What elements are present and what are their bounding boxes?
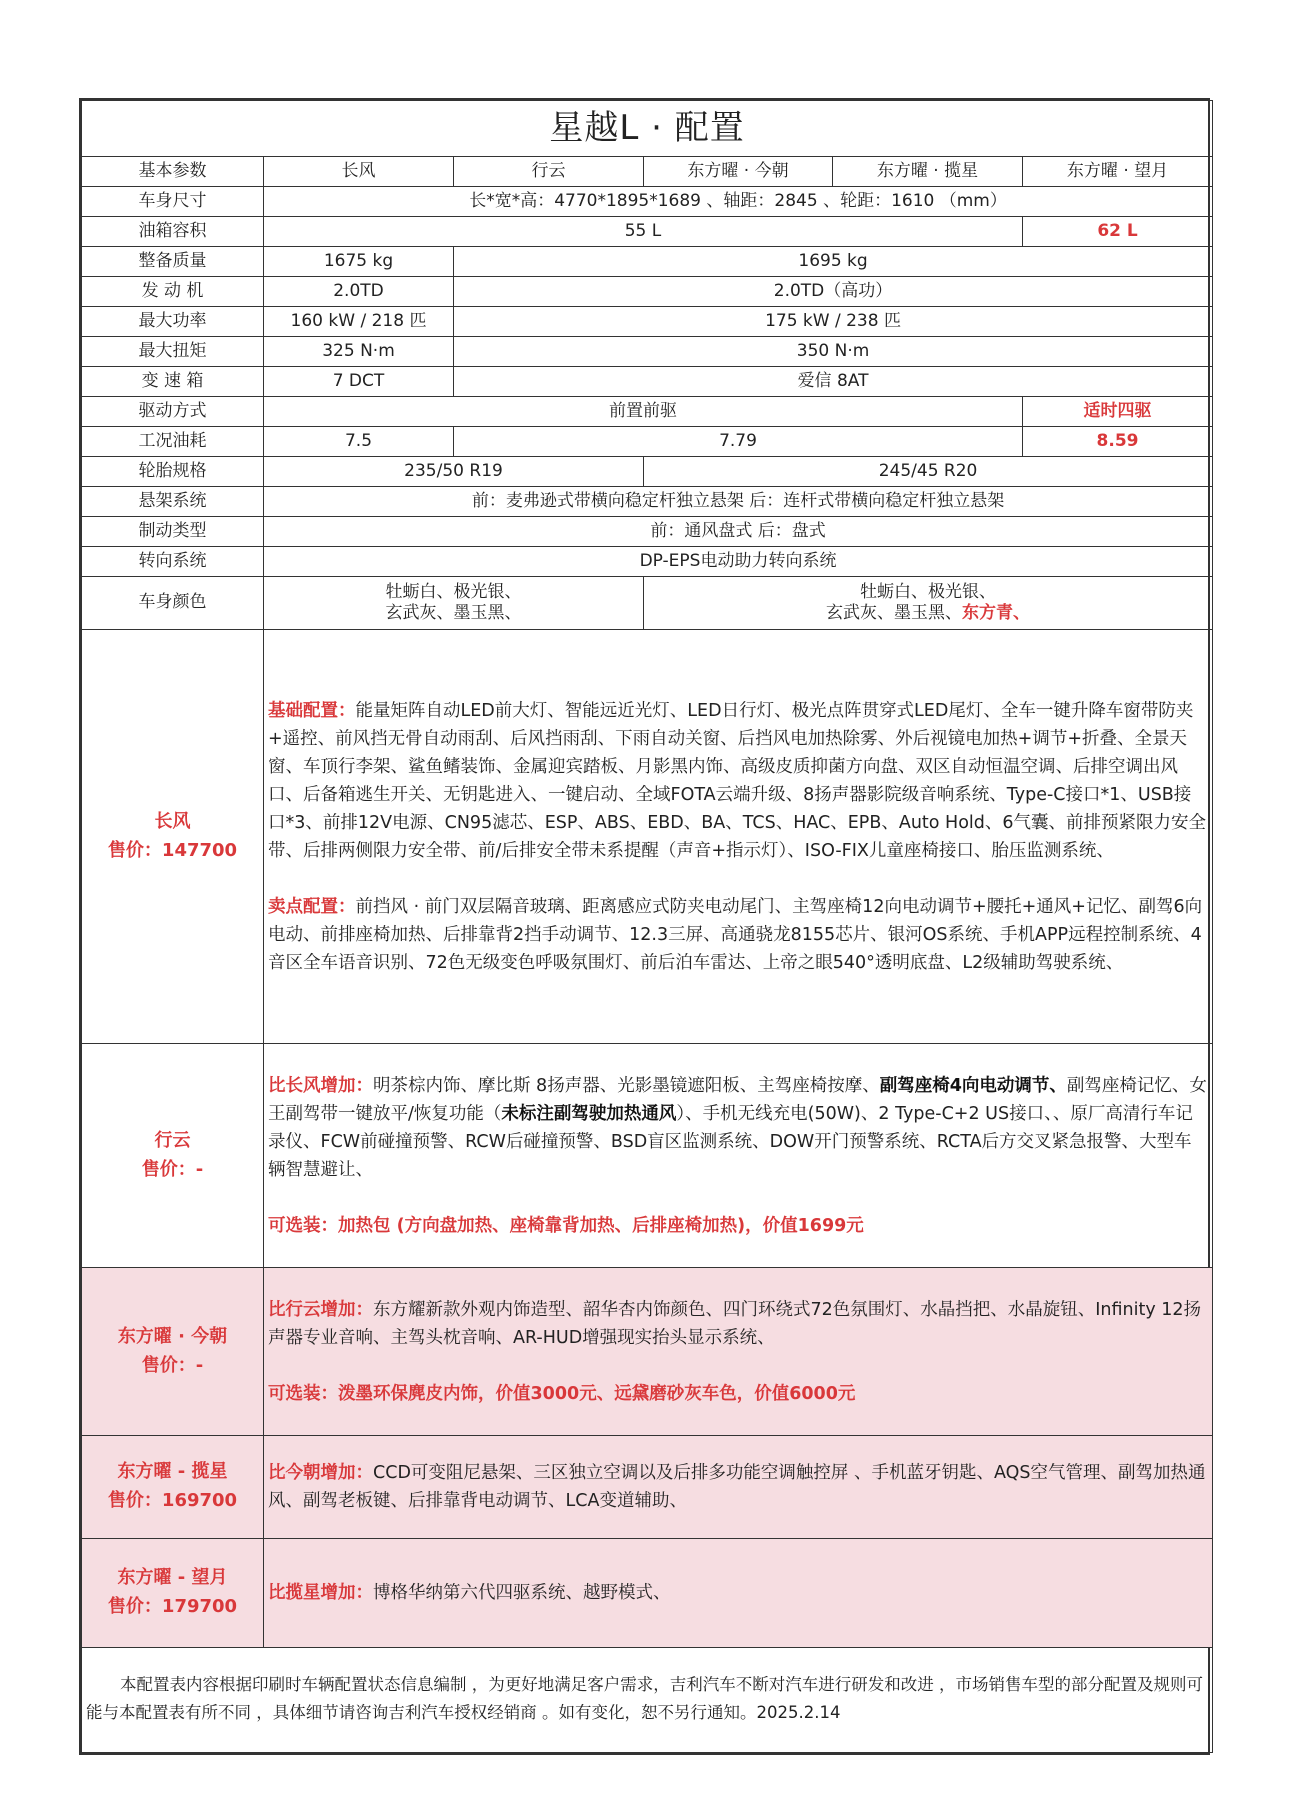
spec-row-max-power	[82, 307, 1213, 337]
header-label: 基本参数	[82, 157, 264, 187]
base-config-label: 基础配置：	[268, 700, 356, 721]
color-line: 玄武灰、墨玉黑、	[385, 603, 522, 623]
trim-price: 售价：147700	[107, 839, 238, 861]
spec-value: DP-EPS电动助力转向系统	[264, 547, 1213, 577]
trim-features	[264, 630, 1213, 1044]
spec-label: 变 速 箱	[82, 367, 264, 397]
trim-header-wangyue: 东方曜 · 望月	[1023, 157, 1213, 187]
added-label: 比长风增加：	[268, 1075, 373, 1096]
trim-header-xingyun: 行云	[454, 157, 644, 187]
spec-value: 前：麦弗逊式带横向稳定杆独立悬架 后：连杆式带横向稳定杆独立悬架	[264, 487, 1213, 517]
color-line: 牡蛎白、极光银、	[860, 581, 997, 602]
spec-value-colors-a	[264, 577, 644, 630]
spec-value-highlight: 适时四驱	[1023, 397, 1213, 427]
spec-value: 160 kW / 218 匹	[264, 307, 454, 337]
added-features	[268, 1072, 1208, 1184]
spec-value: 7.5	[264, 427, 454, 457]
spec-row-steering	[82, 547, 1213, 577]
spec-value: 2.0TD（高功）	[454, 277, 1213, 307]
color-line-text: 玄武灰、墨玉黑、	[826, 603, 963, 623]
trim-price: 售价：179700	[107, 1596, 238, 1617]
spec-row-gearbox	[82, 367, 1213, 397]
added-label: 比揽星增加：	[268, 1583, 373, 1603]
spec-label: 发 动 机	[82, 277, 264, 307]
spec-row-tires	[82, 457, 1213, 487]
spec-value: 爱信 8AT	[454, 367, 1213, 397]
added-features	[268, 1579, 1208, 1607]
footer-row	[82, 1648, 1213, 1753]
spec-label: 制动类型	[82, 517, 264, 547]
trim-features	[264, 1044, 1213, 1268]
trim-label	[82, 1539, 264, 1648]
trim-section-wangyue	[82, 1539, 1213, 1648]
selling-config-label: 卖点配置：	[268, 896, 356, 917]
trim-label	[82, 630, 264, 1044]
spec-row-engine	[82, 277, 1213, 307]
disclaimer	[82, 1648, 1213, 1753]
spec-value: 245/45 R20	[644, 457, 1213, 487]
trim-label	[82, 1268, 264, 1436]
spec-value: 7.79	[454, 427, 1023, 457]
added-bold: 副驾座椅4向电动调节、	[879, 1075, 1067, 1096]
added-text: CCD可变阻尼悬架、三区独立空调以及后排多功能空调触控屏 、手机蓝牙钥匙、AQS空气管理、副驾加热通风、副驾老板键、后排靠背电动调节、LCA变道辅助、	[268, 1463, 1206, 1511]
spec-value: 175 kW / 238 匹	[454, 307, 1213, 337]
trim-label	[82, 1044, 264, 1268]
spec-label: 轮胎规格	[82, 457, 264, 487]
added-text: 明茶棕内饰、摩比斯 8扬声器、光影墨镜遮阳板、主驾座椅按摩、	[373, 1075, 880, 1096]
added-label: 比行云增加：	[268, 1299, 373, 1320]
trim-features	[264, 1268, 1213, 1436]
spec-label: 油箱容积	[82, 217, 264, 247]
trim-name: 东方曜 · 今朝	[117, 1325, 228, 1347]
added-text: 东方耀新款外观内饰造型、韶华杏内饰颜色、四门环绕式72色氛围灯、水晶挡把、水晶旋钮、Infinity 12扬声器专业音响、主驾头枕音响、AR-HUD增强现实抬头显示系统、	[268, 1299, 1202, 1348]
header-row	[82, 157, 1213, 187]
trim-header-jinzhao: 东方曜 · 今朝	[644, 157, 833, 187]
spec-value-highlight: 8.59	[1023, 427, 1213, 457]
added-text: ）、手机无线充电(50W)、2 Type-C+2 US接口、、原厂高清行车记录仪、FCW前碰撞预警、RCW后碰撞预警、BSD盲区监测系统、DOW开门预警系统、RCTA后方交叉紧急报警、大型车辆智慧避让、	[268, 1103, 1193, 1180]
spec-value: 7 DCT	[264, 367, 454, 397]
optional-package: 可选装：泼墨环保麂皮内饰，价值3000元、远黛磨砂灰车色，价值6000元	[268, 1383, 856, 1404]
trim-features	[264, 1436, 1213, 1539]
trim-name: 东方曜 - 揽星	[117, 1461, 228, 1483]
added-features	[268, 1296, 1208, 1352]
spec-row-body-size	[82, 187, 1213, 217]
spec-value: 325 N·m	[264, 337, 454, 367]
spec-value: 350 N·m	[454, 337, 1213, 367]
selling-config	[268, 893, 1208, 977]
spec-row-fuel-tank	[82, 217, 1213, 247]
base-config	[268, 697, 1208, 865]
trim-section-jinzhao	[82, 1268, 1213, 1436]
spec-label: 工况油耗	[82, 427, 264, 457]
added-text: 博格华纳第六代四驱系统、越野模式、	[373, 1583, 671, 1603]
trim-header-lanxing: 东方曜 · 揽星	[833, 157, 1023, 187]
spec-value: 1695 kg	[454, 247, 1213, 277]
color-highlight: 东方青、	[962, 603, 1031, 623]
spec-label: 车身颜色	[82, 577, 264, 630]
trim-features	[264, 1539, 1213, 1648]
trim-header-changfeng: 长风	[264, 157, 454, 187]
spec-value: 55 L	[264, 217, 1023, 247]
trim-name: 行云	[154, 1129, 191, 1151]
trim-price: 售价：-	[141, 1158, 204, 1180]
config-table	[81, 100, 1213, 1753]
disclaimer-text: 本配置表内容根据印刷时车辆配置状态信息编制 ，为更好地满足客户需求，吉利汽车不断对汽车进行研发和改进 ，市场销售车型的部分配置及规则可能与本配置表有所不同 ，具体细节请咨询吉利汽车授权经销商 。如有变化，恕不另行通知。2025.2.14	[86, 1675, 1203, 1722]
spec-row-fuel-consumption	[82, 427, 1213, 457]
trim-section-lanxing	[82, 1436, 1213, 1539]
spec-label: 整备质量	[82, 247, 264, 277]
added-features	[268, 1459, 1208, 1515]
config-sheet	[79, 98, 1210, 1755]
spec-label: 车身尺寸	[82, 187, 264, 217]
spec-row-brakes	[82, 517, 1213, 547]
spec-label: 最大功率	[82, 307, 264, 337]
spec-value: 1675 kg	[264, 247, 454, 277]
spec-value-highlight: 62 L	[1023, 217, 1213, 247]
spec-row-drive	[82, 397, 1213, 427]
spec-label: 转向系统	[82, 547, 264, 577]
spec-label: 最大扭矩	[82, 337, 264, 367]
trim-price: 售价：169700	[107, 1490, 238, 1511]
page-title: 星越L · 配置	[82, 101, 1213, 157]
spec-value: 前置前驱	[264, 397, 1023, 427]
color-line	[644, 603, 1212, 624]
trim-name: 东方曜 - 望月	[117, 1567, 228, 1589]
trim-price: 售价：-	[141, 1354, 204, 1376]
spec-row-max-torque	[82, 337, 1213, 367]
added-label: 比今朝增加：	[268, 1463, 373, 1483]
trim-name: 长风	[154, 810, 191, 832]
spec-value: 前：通风盘式 后：盘式	[264, 517, 1213, 547]
selling-config-text: 前挡风 · 前门双层隔音玻璃、距离感应式防夹电动尾门、主驾座椅12向电动调节+腰托+通风+记忆、副驾6向电动、前排座椅加热、后排靠背2挡手动调节、12.3三屏、高通骁龙8155芯片、银河OS系统、手机APP远程控制系统、4音区全车语音识别、72色无级变色呼吸氛围灯、前后泊车雷达、上帝之眼540°透明底盘、L2级辅助驾驶系统、	[268, 896, 1203, 973]
trim-label	[82, 1436, 264, 1539]
added-text: 副驾座椅记忆、女王副驾带一键放平/恢复功能（	[268, 1075, 1207, 1124]
spec-row-colors	[82, 577, 1213, 630]
spec-row-curb-weight	[82, 247, 1213, 277]
spec-label: 驱动方式	[82, 397, 264, 427]
trim-section-xingyun	[82, 1044, 1213, 1268]
optional-package: 可选装：加热包 (方向盘加热、座椅靠背加热、后排座椅加热)，价值1699元	[268, 1215, 864, 1236]
spec-value-colors-b	[644, 577, 1213, 630]
color-line: 牡蛎白、极光银、	[385, 581, 522, 602]
spec-value: 2.0TD	[264, 277, 454, 307]
base-config-text: 能量矩阵自动LED前大灯、智能远近光灯、LED日行灯、极光点阵贯穿式LED尾灯、全车一键升降车窗带防夹+遥控、前风挡无骨自动雨刮、后风挡雨刮、下雨自动关窗、后挡风电加热除雾、外后视镜电加热+调节+折叠、全景天窗、车顶行李架、鲨鱼鳍装饰、金属迎宾踏板、月影黑内饰、高级皮质抑菌方向盘、双区自动恒温空调、后排空调出风口、后备箱逃生开关、无钥匙进入、一键启动、全域FOTA云端升级、8扬声器影院级音响系统、Type-C接口*1、USB接口*3、前排12V电源、CN95滤芯、ESP、ABS、EBD、BA、TCS、HAC、EPB、Auto Hold、6气囊、前排预紧限力安全带、后排两侧限力安全带、前/后排安全带未系提醒（声音+指示灯）、ISO-FIX儿童座椅接口、胎压监测系统、	[268, 700, 1207, 861]
spec-value: 长*宽*高：4770*1895*1689 、轴距：2845 、轮距：1610 （mm）	[264, 187, 1213, 217]
spec-value: 235/50 R19	[264, 457, 644, 487]
spec-row-suspension	[82, 487, 1213, 517]
trim-section-changfeng	[82, 630, 1213, 1044]
spec-label: 悬架系统	[82, 487, 264, 517]
added-bold: 未标注副驾驶加热通风	[501, 1103, 677, 1124]
